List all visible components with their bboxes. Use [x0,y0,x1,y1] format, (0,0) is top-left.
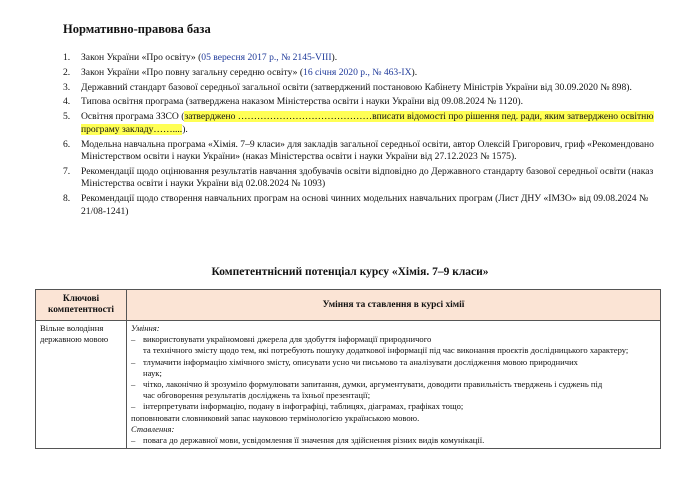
skills-label: Уміння: [131,323,160,333]
list-item [131,413,656,424]
list-item-line: тлумачити інформацію хімічного змісту, описувати усно чи письмово та аналізувати дослідження мовою природничих [143,356,578,367]
list-item-number: 7. [63,165,71,177]
list-item [63,67,663,80]
list-item-number: 1. [63,52,71,63]
bullet-dash: – [131,334,136,345]
table-header-row [36,290,661,321]
competence-table [35,289,661,449]
list-item-text: ). [411,66,418,78]
list-item-line: наук; [143,367,162,378]
table-row [36,321,661,449]
list-item-line: поповнювати словниковий запас науковою термінологією українською мовою. [131,412,420,423]
list-item-text: Закон України «Про освіту» ( [81,52,202,63]
list-item-number: 5. [63,111,71,123]
list-item-text: Закон України «Про повну загальну середню освіту» ( [81,66,304,78]
bullet-dash: – [131,435,136,446]
list-item-text: ). [182,123,188,135]
list-item-text: Рекомендації щодо створення навчальних програм на основі чинних модельних навчальних програм (Лист ДНУ «ІМЗО» від 09.08.2024 № 21/08-1241) [81,193,649,217]
list-item-text: 16 січня 2020 р., № 463-IX [303,66,412,78]
list-item [131,357,656,379]
col-header-competences: Ключові компетентності [36,290,127,321]
attitudes-list [131,435,656,446]
skills-cell [127,321,661,449]
list-item-line: та технічного змісту щодо тем, які потребують пошуку додаткової інформації під час виконання проєктів дослідницького характеру; [143,345,629,356]
list-item-line: використовувати україномовні джерела для здобуття інформації природничого [143,334,432,345]
list-item-text: Рекомендації щодо оцінювання результатів навчання здобувачів освіти відповідно до Державного стандарту базової середньої освіти (наказ Міністерства освіти і науки України від 02.08.2024 № 1093) [81,165,654,190]
list-item-text: Типова освітня програма (затверджена наказом Міністерства освіти і науки України від 09.08.2024 № 1120). [81,96,523,108]
list-item [131,379,656,401]
highlighted-text: затверджено ……………………………………вписати відомості про рішення пед. ради, яким затверджено освітню програму закладу…….... [81,111,654,135]
list-item [131,435,656,446]
col-header-skills: Уміння та ставлення в курсі хімії [127,290,661,321]
bullet-dash: – [131,379,136,390]
list-item [63,96,663,109]
list-item [63,193,663,218]
list-item-text: 05 вересня 2017 р., № 2145-VIII [201,52,332,63]
list-item-line: повага до державної мови, усвідомлення її значення для здійснення різних видів комунікації. [143,435,485,446]
list-item [63,82,663,95]
attitudes-label: Ставлення: [131,423,175,434]
list-item-text: Модельна навчальна програма «Хімія. 7–9 класи» для закладів загальної середньої освіти, автор Олексій Григорович, гриф «Рекомендовано Міністерством освіти і науки України» (наказ Міністерства освіти і науки України від 27.12.2023 № 1575). [81,138,654,163]
list-item-text: Державний стандарт базової середньої загальної освіти (затверджений постановою Кабінету Міністрів України від 30.09.2020 № 898). [81,81,632,93]
section-title: Нормативно-правова база [63,22,211,36]
list-item-number: 8. [63,193,71,205]
list-item-number: 2. [63,66,71,78]
bullet-dash: – [131,356,136,367]
list-item [131,334,656,356]
list-item-line: час обговорення результатів досліджень та їхньої презентації; [143,390,371,401]
list-item-text: Освітня програма ЗЗСО ( [81,111,185,123]
competence-title: Компетентнісний потенціал курсу «Хімія. 7–9 класи» [211,266,489,278]
legal-basis-list [63,52,663,221]
list-item-number: 3. [63,81,71,93]
list-item [63,166,663,191]
list-item-number: 4. [63,96,71,108]
bullet-dash: – [131,401,136,412]
list-item [63,52,663,65]
list-item [63,111,663,136]
list-item-line: чітко, лаконічно й зрозуміло формулювати запитання, думки, аргументувати, доводити правильність тверджень і суджень під [143,379,603,390]
competence-cell: Вільне володіння державною мовою [36,321,127,449]
skills-list [131,334,656,424]
list-item-number: 6. [63,138,71,150]
list-item [131,401,656,412]
list-item-line: інтерпретувати інформацію, подану в інфографіці, таблицях, діаграмах, графіках тощо; [143,401,464,412]
list-item [63,139,663,164]
list-item-text: ). [331,52,338,63]
